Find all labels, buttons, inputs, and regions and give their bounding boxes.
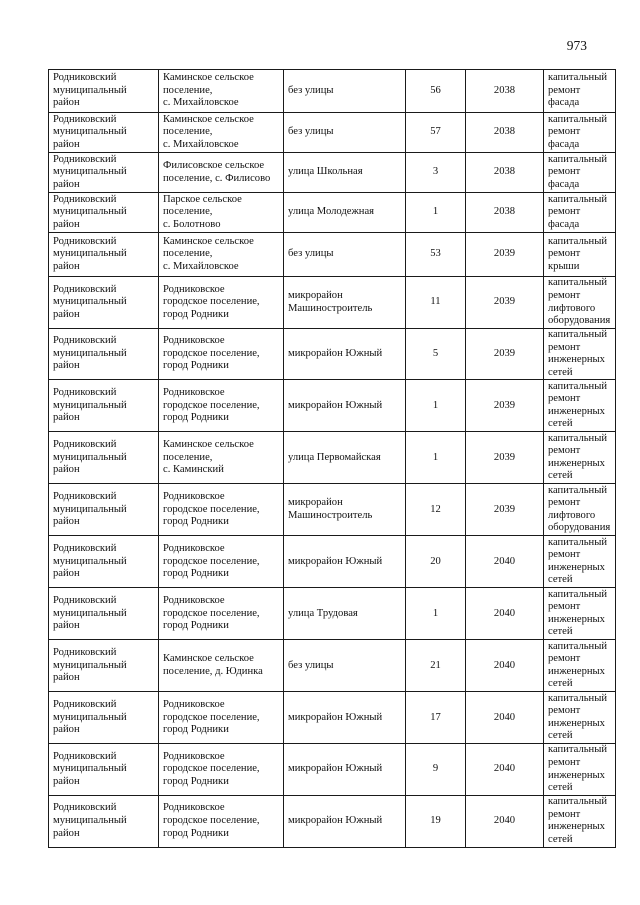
house-number-cell: 17	[406, 692, 466, 744]
house-number-cell: 53	[406, 233, 466, 277]
house-number-cell: 9	[406, 744, 466, 795]
settlement-cell: Парское сельское поселение, с. Болотново	[159, 193, 284, 233]
work-type-cell: капитальный ремонт инженерных сетей	[544, 588, 616, 640]
municipal-district-cell: Родниковский муниципальный район	[49, 484, 159, 536]
house-number-cell: 12	[406, 484, 466, 536]
municipal-district-cell: Родниковский муниципальный район	[49, 536, 159, 588]
house-number-cell: 3	[406, 153, 466, 193]
table-row	[49, 640, 616, 692]
house-number-cell: 19	[406, 795, 466, 847]
repair-year-cell: 2038	[466, 153, 544, 193]
work-type-cell: капитальный ремонт инженерных сетей	[544, 536, 616, 588]
municipal-district-cell: Родниковский муниципальный район	[49, 113, 159, 153]
repair-year-cell: 2039	[466, 484, 544, 536]
table-row	[49, 588, 616, 640]
street-cell: микрорайон Машиностроитель	[284, 277, 406, 329]
table-row	[49, 193, 616, 233]
house-number-cell: 1	[406, 380, 466, 432]
table-row	[49, 70, 616, 113]
municipal-district-cell: Родниковский муниципальный район	[49, 277, 159, 329]
street-cell: без улицы	[284, 233, 406, 277]
street-cell: микрорайон Южный	[284, 329, 406, 380]
street-cell: микрорайон Южный	[284, 692, 406, 744]
work-type-cell: капитальный ремонт фасада	[544, 193, 616, 233]
municipal-district-cell: Родниковский муниципальный район	[49, 692, 159, 744]
settlement-cell: Родниковское городское поселение, город Родники	[159, 536, 284, 588]
table-row	[49, 380, 616, 432]
municipal-district-cell: Родниковский муниципальный район	[49, 640, 159, 692]
table-row	[49, 484, 616, 536]
work-type-cell: капитальный ремонт инженерных сетей	[544, 640, 616, 692]
table-row	[49, 692, 616, 744]
house-number-cell: 21	[406, 640, 466, 692]
table-row	[49, 744, 616, 795]
settlement-cell: Родниковское городское поселение, город Родники	[159, 277, 284, 329]
work-type-cell: капитальный ремонт фасада	[544, 153, 616, 193]
table-row	[49, 329, 616, 380]
table-row	[49, 432, 616, 484]
street-cell: микрорайон Южный	[284, 744, 406, 795]
work-type-cell: капитальный ремонт инженерных сетей	[544, 795, 616, 847]
page-number: 973	[566, 38, 587, 53]
street-cell: улица Трудовая	[284, 588, 406, 640]
repair-year-cell: 2039	[466, 277, 544, 329]
street-cell: микрорайон Машиностроитель	[284, 484, 406, 536]
street-cell: без улицы	[284, 640, 406, 692]
street-cell: микрорайон Южный	[284, 536, 406, 588]
work-type-cell: капитальный ремонт лифтового оборудования	[544, 484, 616, 536]
repair-year-cell: 2040	[466, 536, 544, 588]
settlement-cell: Родниковское городское поселение, город Родники	[159, 329, 284, 380]
house-number-cell: 5	[406, 329, 466, 380]
street-cell: микрорайон Южный	[284, 380, 406, 432]
work-type-cell: капитальный ремонт фасада	[544, 113, 616, 153]
settlement-cell: Родниковское городское поселение, город Родники	[159, 795, 284, 847]
street-cell: без улицы	[284, 113, 406, 153]
work-type-cell: капитальный ремонт инженерных сетей	[544, 380, 616, 432]
house-number-cell: 1	[406, 588, 466, 640]
repair-year-cell: 2040	[466, 692, 544, 744]
repair-year-cell: 2040	[466, 640, 544, 692]
table-row	[49, 153, 616, 193]
house-number-cell: 20	[406, 536, 466, 588]
repair-year-cell: 2038	[466, 70, 544, 113]
settlement-cell: Каминское сельское поселение, с. Михайловское	[159, 70, 284, 113]
municipal-district-cell: Родниковский муниципальный район	[49, 193, 159, 233]
table-body	[49, 70, 616, 848]
municipal-district-cell: Родниковский муниципальный район	[49, 329, 159, 380]
work-type-cell: капитальный ремонт фасада	[544, 70, 616, 113]
municipal-district-cell: Родниковский муниципальный район	[49, 380, 159, 432]
house-number-cell: 56	[406, 70, 466, 113]
house-number-cell: 57	[406, 113, 466, 153]
municipal-district-cell: Родниковский муниципальный район	[49, 432, 159, 484]
repair-schedule-table	[48, 69, 616, 848]
repair-year-cell: 2039	[466, 329, 544, 380]
settlement-cell: Родниковское городское поселение, город Родники	[159, 380, 284, 432]
municipal-district-cell: Родниковский муниципальный район	[49, 233, 159, 277]
work-type-cell: капитальный ремонт лифтового оборудования	[544, 277, 616, 329]
repair-year-cell: 2040	[466, 744, 544, 795]
street-cell: микрорайон Южный	[284, 795, 406, 847]
settlement-cell: Родниковское городское поселение, город Родники	[159, 744, 284, 795]
street-cell: улица Школьная	[284, 153, 406, 193]
work-type-cell: капитальный ремонт инженерных сетей	[544, 432, 616, 484]
municipal-district-cell: Родниковский муниципальный район	[49, 744, 159, 795]
street-cell: без улицы	[284, 70, 406, 113]
work-type-cell: капитальный ремонт инженерных сетей	[544, 329, 616, 380]
repair-year-cell: 2040	[466, 795, 544, 847]
settlement-cell: Родниковское городское поселение, город Родники	[159, 588, 284, 640]
municipal-district-cell: Родниковский муниципальный район	[49, 70, 159, 113]
settlement-cell: Каминское сельское поселение, с. Михайловское	[159, 233, 284, 277]
settlement-cell: Филисовское сельское поселение, с. Филисово	[159, 153, 284, 193]
work-type-cell: капитальный ремонт крыши	[544, 233, 616, 277]
table-row	[49, 795, 616, 847]
house-number-cell: 1	[406, 193, 466, 233]
repair-year-cell: 2040	[466, 588, 544, 640]
work-type-cell: капитальный ремонт инженерных сетей	[544, 744, 616, 795]
street-cell: улица Молодежная	[284, 193, 406, 233]
repair-year-cell: 2039	[466, 233, 544, 277]
house-number-cell: 1	[406, 432, 466, 484]
settlement-cell: Каминское сельское поселение, д. Юдинка	[159, 640, 284, 692]
settlement-cell: Каминское сельское поселение, с. Михайловское	[159, 113, 284, 153]
settlement-cell: Каминское сельское поселение, с. Каминский	[159, 432, 284, 484]
settlement-cell: Родниковское городское поселение, город Родники	[159, 692, 284, 744]
repair-year-cell: 2039	[466, 432, 544, 484]
table-row	[49, 536, 616, 588]
street-cell: улица Первомайская	[284, 432, 406, 484]
table-row	[49, 233, 616, 277]
repair-year-cell: 2038	[466, 193, 544, 233]
house-number-cell: 11	[406, 277, 466, 329]
work-type-cell: капитальный ремонт инженерных сетей	[544, 692, 616, 744]
table-row	[49, 113, 616, 153]
table-row	[49, 277, 616, 329]
repair-year-cell: 2039	[466, 380, 544, 432]
municipal-district-cell: Родниковский муниципальный район	[49, 153, 159, 193]
settlement-cell: Родниковское городское поселение, город Родники	[159, 484, 284, 536]
municipal-district-cell: Родниковский муниципальный район	[49, 588, 159, 640]
municipal-district-cell: Родниковский муниципальный район	[49, 795, 159, 847]
repair-year-cell: 2038	[466, 113, 544, 153]
